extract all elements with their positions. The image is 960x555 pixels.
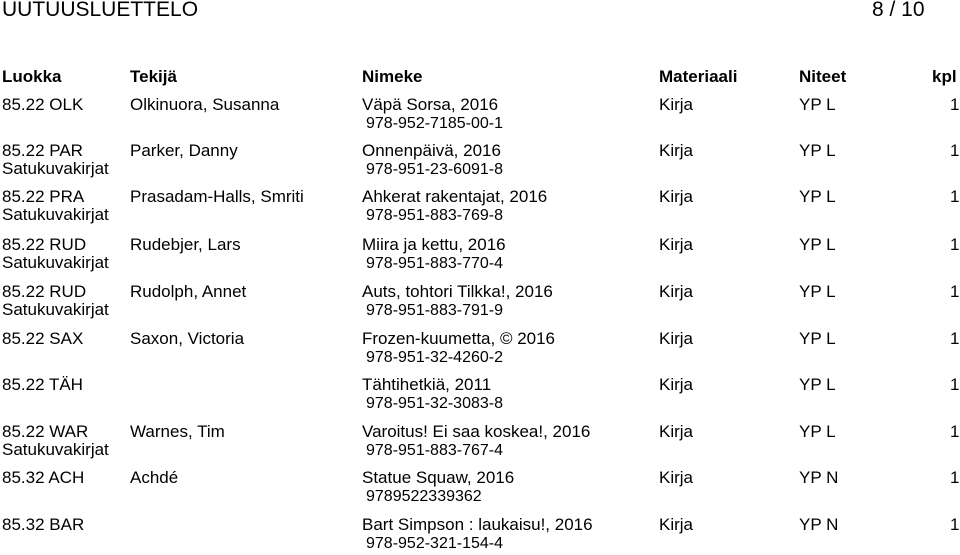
row-category: Satukuvakirjat bbox=[2, 159, 109, 178]
row-title: Tähtihetkiä, 2011 bbox=[362, 375, 492, 394]
row-title: Bart Simpson : laukaisu!, 2016 bbox=[362, 515, 593, 534]
col-nimeke: Nimeke bbox=[362, 67, 423, 86]
row-count: 1 bbox=[950, 515, 960, 534]
row-isbn: 978-951-23-6091-8 bbox=[366, 161, 503, 178]
row-category: Satukuvakirjat bbox=[2, 300, 109, 319]
row-isbn: 9789522339362 bbox=[366, 488, 482, 505]
row-count: 1 bbox=[950, 235, 960, 254]
row-title: Ahkerat rakentajat, 2016 bbox=[362, 187, 548, 206]
page-title: UUTUUSLUETTELO bbox=[2, 0, 199, 21]
row-copies-location: YP N bbox=[799, 468, 839, 487]
row-count: 1 bbox=[950, 282, 960, 301]
row-material: Kirja bbox=[659, 515, 694, 534]
row-class: 85.22 PRA bbox=[2, 187, 85, 206]
col-luokka: Luokka bbox=[2, 67, 62, 86]
row-copies-location: YP L bbox=[799, 282, 836, 301]
row-count: 1 bbox=[950, 329, 960, 348]
row-isbn: 978-951-32-3083-8 bbox=[366, 395, 503, 412]
row-material: Kirja bbox=[659, 95, 694, 114]
row-category: Satukuvakirjat bbox=[2, 253, 109, 272]
row-count: 1 bbox=[950, 422, 960, 441]
row-author: Saxon, Victoria bbox=[130, 329, 245, 348]
row-title: Miira ja kettu, 2016 bbox=[362, 235, 506, 254]
row-material: Kirja bbox=[659, 422, 694, 441]
col-tekija: Tekijä bbox=[130, 67, 177, 86]
row-count: 1 bbox=[950, 375, 960, 394]
row-title: Väpä Sorsa, 2016 bbox=[362, 95, 499, 114]
page-number: 8 / 10 bbox=[872, 0, 925, 21]
row-title: Statue Squaw, 2016 bbox=[362, 468, 515, 487]
col-materiaali: Materiaali bbox=[659, 67, 738, 86]
row-isbn: 978-951-883-769-8 bbox=[366, 207, 503, 224]
row-class: 85.32 BAR bbox=[2, 515, 85, 534]
col-niteet: Niteet bbox=[799, 67, 847, 86]
row-author: Olkinuora, Susanna bbox=[130, 95, 280, 114]
row-copies-location: YP L bbox=[799, 95, 836, 114]
row-title: Auts, tohtori Tilkka!, 2016 bbox=[362, 282, 553, 301]
row-material: Kirja bbox=[659, 468, 694, 487]
row-isbn: 978-951-883-767-4 bbox=[366, 442, 503, 459]
row-isbn: 978-951-883-791-9 bbox=[366, 302, 503, 319]
row-author: Achdé bbox=[130, 468, 179, 487]
row-copies-location: YP L bbox=[799, 329, 836, 348]
row-copies-location: YP L bbox=[799, 422, 836, 441]
row-isbn: 978-951-32-4260-2 bbox=[366, 349, 503, 366]
row-author: Rudolph, Annet bbox=[130, 282, 247, 301]
row-class: 85.22 PAR bbox=[2, 141, 83, 160]
row-class: 85.22 RUD bbox=[2, 235, 87, 254]
row-class: 85.22 TÄH bbox=[2, 375, 83, 394]
row-class: 85.22 WAR bbox=[2, 422, 89, 441]
row-isbn: 978-952-321-154-4 bbox=[366, 535, 503, 552]
row-copies-location: YP L bbox=[799, 187, 836, 206]
row-author: Warnes, Tim bbox=[130, 422, 225, 441]
row-class: 85.22 RUD bbox=[2, 282, 87, 301]
row-author: Prasadam-Halls, Smriti bbox=[130, 187, 304, 206]
row-category: Satukuvakirjat bbox=[2, 205, 109, 224]
row-isbn: 978-952-7185-00-1 bbox=[366, 115, 503, 132]
row-copies-location: YP L bbox=[799, 375, 836, 394]
row-title: Onnenpäivä, 2016 bbox=[362, 141, 501, 160]
row-author: Rudebjer, Lars bbox=[130, 235, 241, 254]
row-count: 1 bbox=[950, 95, 960, 114]
row-count: 1 bbox=[950, 468, 960, 487]
row-class: 85.32 ACH bbox=[2, 468, 85, 487]
row-material: Kirja bbox=[659, 375, 694, 394]
row-material: Kirja bbox=[659, 329, 694, 348]
col-kpl: kpl bbox=[932, 67, 957, 86]
row-material: Kirja bbox=[659, 282, 694, 301]
row-class: 85.22 SAX bbox=[2, 329, 84, 348]
row-isbn: 978-951-883-770-4 bbox=[366, 255, 503, 272]
row-copies-location: YP N bbox=[799, 515, 839, 534]
row-copies-location: YP L bbox=[799, 235, 836, 254]
row-title: Varoitus! Ei saa koskea!, 2016 bbox=[362, 422, 591, 441]
row-title: Frozen-kuumetta, © 2016 bbox=[362, 329, 556, 348]
row-author: Parker, Danny bbox=[130, 141, 238, 160]
row-material: Kirja bbox=[659, 187, 694, 206]
row-material: Kirja bbox=[659, 235, 694, 254]
row-count: 1 bbox=[950, 187, 960, 206]
row-material: Kirja bbox=[659, 141, 694, 160]
row-category: Satukuvakirjat bbox=[2, 440, 109, 459]
row-class: 85.22 OLK bbox=[2, 95, 84, 114]
row-copies-location: YP L bbox=[799, 141, 836, 160]
row-count: 1 bbox=[950, 141, 960, 160]
